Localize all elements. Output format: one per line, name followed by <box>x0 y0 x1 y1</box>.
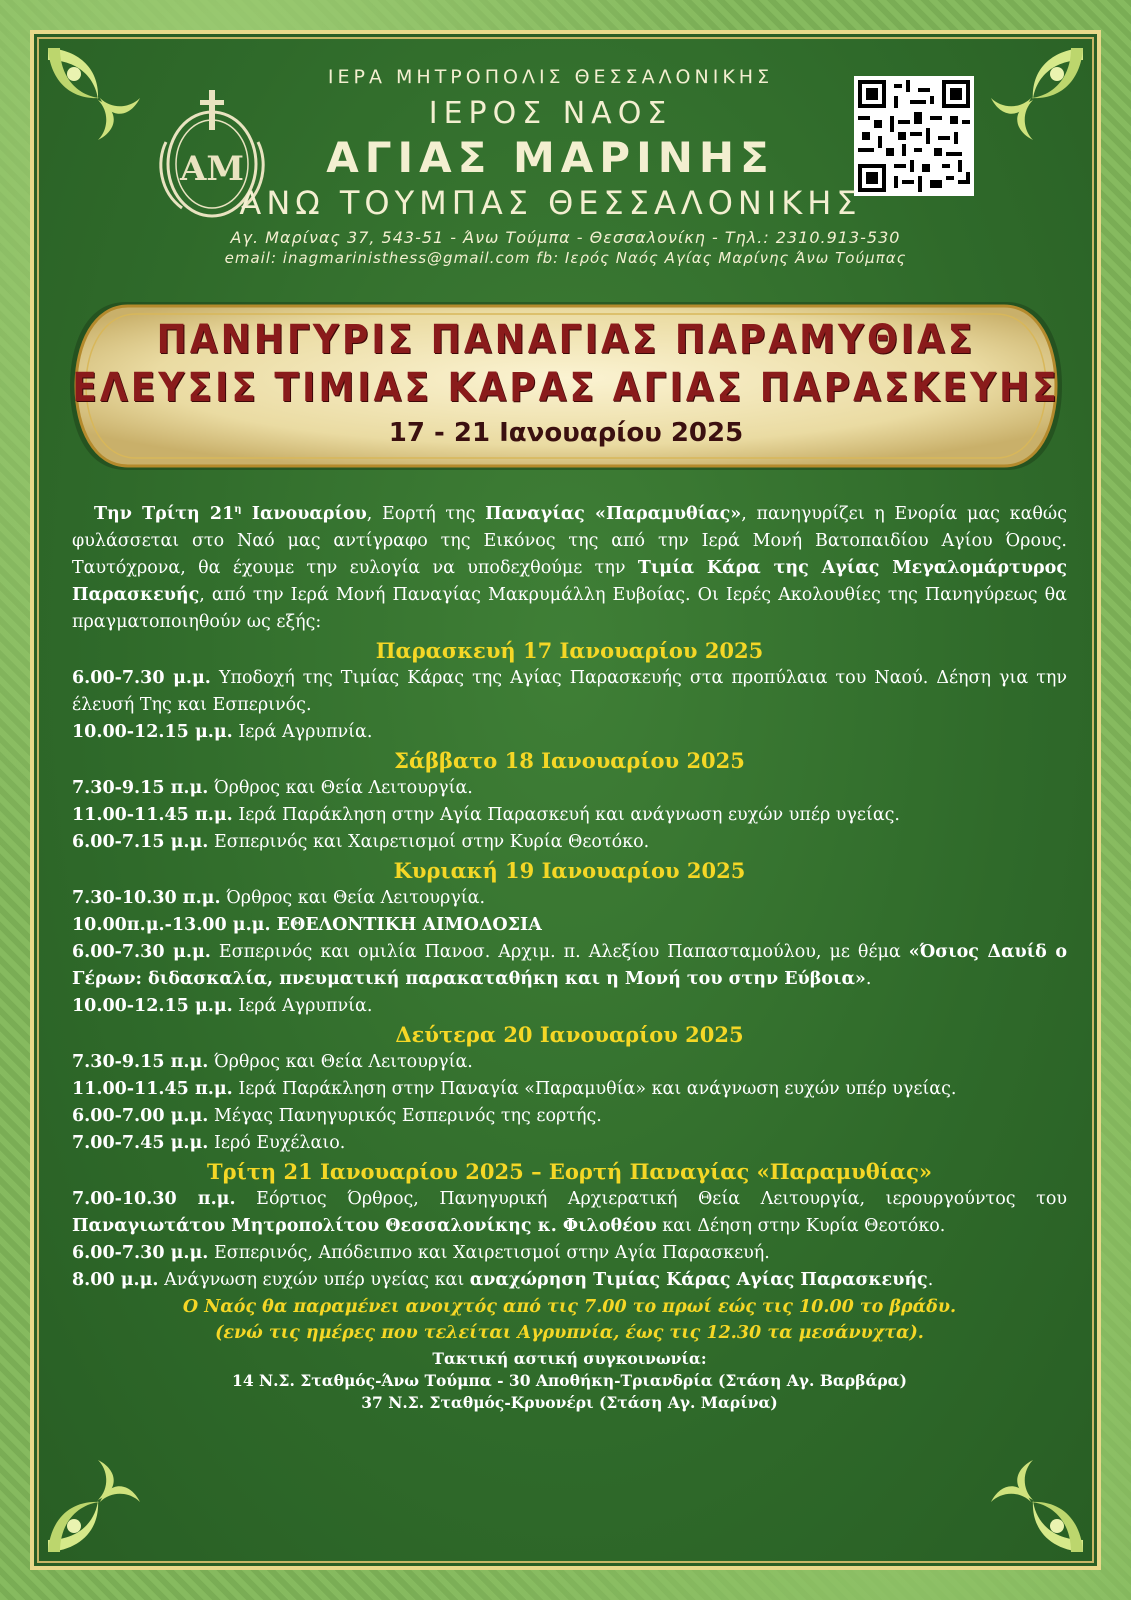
schedule-line: 8.00 μ.μ. Ανάγνωση ευχών υπέρ υγείας και αναχώρηση Τιμίας Κάρας Αγίας Παρασκευής. <box>72 1269 934 1290</box>
day-heading-friday: Παρασκευή 17 Ιανουαρίου 2025 <box>375 637 764 663</box>
schedule-line: 11.00-11.45 π.μ. Ιερά Παράκληση στην Αγία Παρασκευή και ανάγνωση ευχών υπέρ υγείας. <box>72 804 900 825</box>
schedule-line: 6.00-7.30 μ.μ. Εσπερινός, Απόδειπνο και Χαιρετισμοί στην Αγία Παρασκευή. <box>72 1242 770 1263</box>
day-heading-saturday: Σάββατο 18 Ιανουαρίου 2025 <box>394 747 745 773</box>
intro-bold-month: Ιανουαρίου <box>241 503 367 524</box>
metropolis-name: ΙΕΡΑ ΜΗΤΡΟΠΟΛΙΣ ΘΕΣΣΑΛΟΝΙΚΗΣ <box>327 66 774 88</box>
schedule-line: 6.00-7.30 μ.μ. Υποδοχή της Τιμίας Κάρας της Αγίας Παρασκευής στα προπύλαια του Ναού. Δέηση για την έλευσή Της και Εσπερινός. <box>72 667 1068 715</box>
day-heading-sunday: Κυριακή 19 Ιανουαρίου 2025 <box>393 857 746 883</box>
intro-text-1: , Εορτή της <box>366 503 486 524</box>
intro-bold-date: Την Τρίτη 21 <box>94 503 235 524</box>
schedule-line: 10.00π.μ.-13.00 μ.μ. ΕΘΕΛΟΝΤΙΚΗ ΑΙΜΟΔΟΣΙΑ <box>72 914 542 935</box>
banner-title-panigyris: ΠΑΝΗΓΥΡΙΣ ΠΑΝΑΓΙΑΣ ΠΑΡΑΜΥΘΙΑΣ <box>156 317 976 363</box>
day-heading-tuesday: Τρίτη 21 Ιανουαρίου 2025 – Εορτή Παναγίας «Παραμυθίας» <box>207 1158 932 1184</box>
schedule-content <box>72 496 1067 1414</box>
intro-text-3: , από την Ιερά Μονή Παναγίας Μακρυμάλλη Ευβοίας. Οι Ιερές Ακολουθίες της Πανηγύρεως θα πραγματοποιηθούν ως εξής: <box>72 584 1067 632</box>
schedule-line: 7.30-10.30 π.μ. Όρθρος και Θεία Λειτουργία. <box>72 887 486 908</box>
schedule-line: 7.00-10.30 π.μ. Εόρτιος Όρθρος, Πανηγυρική Αρχιερατική Θεία Λειτουργία, ιερουργούντος του Παναγιωτάτου Μητροπολίτου Θεσσαλονίκης κ. Φιλοθέου και Δέηση στην Κυρία Θεοτόκο. <box>72 1188 1067 1236</box>
schedule-line: 6.00-7.00 μ.μ. Μέγας Πανηγυρικός Εσπερινός της εορτής. <box>72 1105 602 1126</box>
schedule-line: 10.00-12.15 μ.μ. Ιερά Αγρυπνία. <box>72 995 373 1016</box>
schedule-line: 7.30-9.15 π.μ. Όρθρος και Θεία Λειτουργία. <box>72 1051 473 1072</box>
transport-line: 14 Ν.Σ. Σταθμός-Άνω Τούμπα - 30 Αποθήκη-Τριανδρία (Στάση Αγ. Βαρβάρα) <box>232 1370 907 1390</box>
address: Αγ. Μαρίνας 37, 543-51 - Άνω Τούμπα - Θεσσαλονίκη - Τηλ.: 2310.913-530 <box>230 228 901 247</box>
intro-bold-relic: Τιμία Κάρα της Αγίας Μεγαλομάρτυρος Παρασκευής <box>72 557 1067 605</box>
day-heading-monday: Δεύτερα 20 Ιανουαρίου 2025 <box>395 1021 744 1047</box>
schedule-line: 7.30-9.15 π.μ. Όρθρος και Θεία Λειτουργία. <box>72 777 473 798</box>
intro-bold-feast: Παναγίας «Παραμυθίας» <box>485 503 742 524</box>
intro-paragraph <box>72 496 1067 636</box>
intro-text-2: , πανηγυρίζει η Ενορία μας καθώς φυλάσσεται στο Ναό μας αντίγραφο της Εικόνος της από την Ιερά Μονή Βατοπαιδίου Αγίου Όρους. Ταυτόχρονα, θα έχουμε την ευλογία να υποδεχθούμε την <box>72 503 1067 578</box>
header <box>34 66 1097 267</box>
schedule-line: 7.00-7.45 μ.μ. Ιερό Ευχέλαιο. <box>72 1132 346 1153</box>
banner-title-eleusis: ΕΛΕΥΣΙΣ ΤΙΜΙΑΣ ΚΑΡΑΣ ΑΓΙΑΣ ΠΑΡΑΣΚΕΥΗΣ <box>72 365 1060 411</box>
schedule-line: 6.00-7.15 μ.μ. Εσπερινός και Χαιρετισμοί στην Κυρία Θεοτόκο. <box>72 831 650 852</box>
title-banner <box>66 294 1066 479</box>
temple-label: ΙΕΡΟΣ ΝΑΟΣ <box>428 96 673 131</box>
vigil-hours-note: (ενώ τις ημέρες που τελείται Αγρυπνία, έως τις 12.30 τα μεσάνυχτα). <box>215 1322 924 1343</box>
temple-name: ΑΓΙΑΣ ΜΑΡΙΝΗΣ <box>326 133 775 182</box>
schedule-line: 10.00-12.15 μ.μ. Ιερά Αγρυπνία. <box>72 721 373 742</box>
schedule-line: 6.00-7.30 μ.μ. Εσπερινός και ομιλία Πανοσ. Αρχιμ. π. Αλεξίου Παπασταμούλου, με θέμα «Όσιος Δαυίδ ο Γέρων: διδασκαλία, πνευματική παρακαταθήκη και η Μονή του στην Εύβοια». <box>72 941 1068 989</box>
contact-info[interactable]: email: inagmarinisthess@gmail.com fb: Ιερός Ναός Αγίας Μαρίνης Άνω Τούμπας <box>224 249 907 267</box>
opening-hours-note: Ο Ναός θα παραμένει ανοιχτός από τις 7.00 το πρωί εώς τις 10.00 το βράδυ. <box>182 1296 957 1317</box>
transport-heading: Τακτική αστική συγκοινωνία: <box>432 1348 707 1368</box>
intro-sup: η <box>234 504 242 515</box>
poster-panel <box>30 30 1101 1570</box>
emblem-letters: ΑΜ <box>179 149 245 189</box>
corner-ornament-icon <box>971 1440 1091 1560</box>
temple-area: ΑΝΩ ΤΟΥΜΠΑΣ ΘΕΣΣΑΛΟΝΙΚΗΣ <box>239 184 862 222</box>
transport-line: 37 Ν.Σ. Σταθμός-Κρυονέρι (Στάση Αγ. Μαρίνα) <box>361 1392 778 1412</box>
banner-dates: 17 - 21 Ιανουαρίου 2025 <box>388 418 744 448</box>
corner-ornament-icon <box>40 1440 160 1560</box>
schedule-line: 11.00-11.45 π.μ. Ιερά Παράκληση στην Παναγία «Παραμυθία» και ανάγνωση ευχών υπέρ υγείας. <box>72 1078 957 1099</box>
